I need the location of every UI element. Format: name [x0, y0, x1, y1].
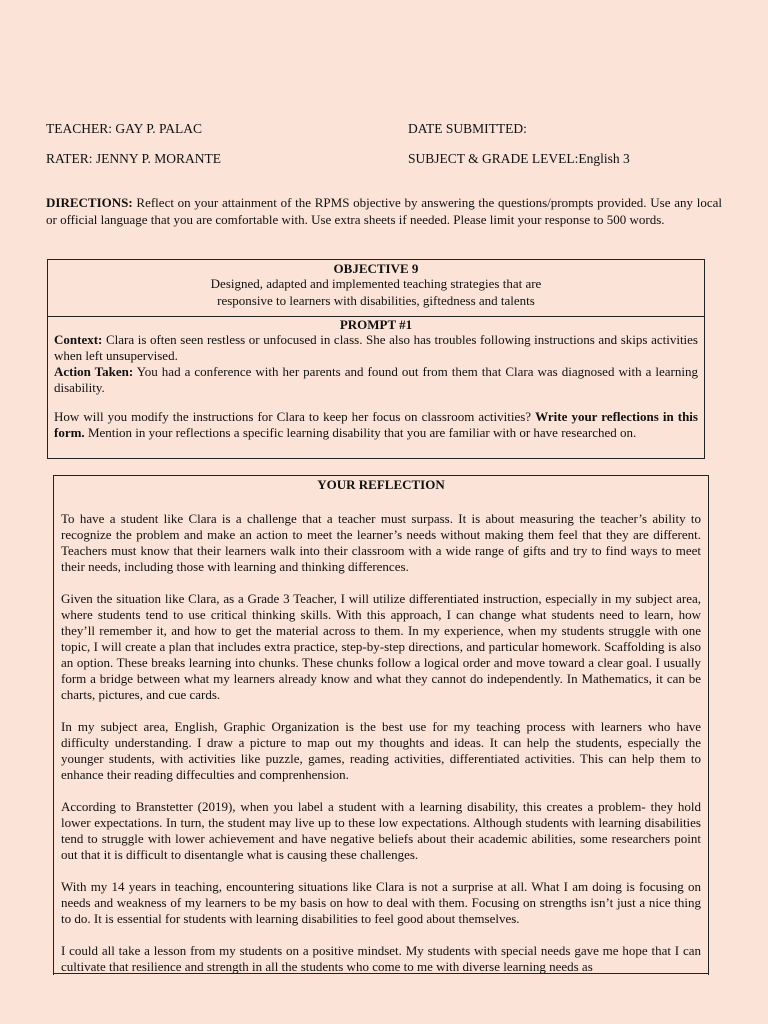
- reflection-paragraph: Given the situation like Clara, as a Grade 3 Teacher, I will utilize differentiated instruction, especially in my subject area, where students tend to use critical thinking skills. With this approach, I can change what students need to learn, how they’ll remember it, and how to get the material across to them. In my experience, when my students struggle with one topic, I will create a plan that includes extra practice, step-by-step directions, and particular homework. Scaffolding is also an option. These breaks learning into chunks. These chunks follow a logical order and move toward a clear goal. I usually form a bridge between what my learners already know and what they cannot do independently. In Mathematics, it can be charts, pictures, and cue cards.: [61, 591, 701, 702]
- reflection-title: YOUR REFLECTION: [317, 477, 445, 492]
- reflection-paragraph: According to Branstetter (2019), when you label a student with a learning disability, this creates a problem- they hold lower expectations. In turn, the student may live up to these low expectations. Although students with learning disabilities tend to struggle with lower achievement and have negative beliefs about their academic abilities, some researchers point out that it is difficult to disentangle what is causing these challenges.: [61, 799, 701, 862]
- objective-box: [47, 259, 705, 459]
- objective-header: [48, 260, 704, 317]
- question-bold: Write your reflections in this form.: [54, 409, 698, 440]
- directions-label: DIRECTIONS:: [46, 195, 133, 210]
- context-text: Clara is often seen restless or unfocused in class. She also has troubles following instructions and skips activities when left unsupervised.: [54, 332, 698, 363]
- reflection-box-bottom-border: [53, 973, 709, 974]
- objective-line-2: responsive to learners with disabilities, giftedness and talents: [217, 292, 535, 308]
- prompt-title: PROMPT #1: [339, 317, 413, 332]
- context-label: Context:: [54, 332, 103, 347]
- action-text: You had a conference with her parents and found out from them that Clara was diagnosed with a learning disability.: [54, 364, 698, 395]
- prompt-context: [54, 332, 698, 364]
- objective-line-1: Designed, adapted and implemented teaching strategies that are: [210, 276, 542, 291]
- directions: [46, 195, 722, 228]
- reflection-paragraph: In my subject area, English, Graphic Organization is the best use for my teaching process with learners who have difficulty understanding. I draw a picture to map out my thoughts and ideas. It can help the students, especially the younger students, with activities like puzzle, games, reading activities, differentiated activities. This can help them to enhance their reading diffeculties and comprenhension.: [61, 719, 701, 782]
- prompt-question: [54, 409, 698, 441]
- rater-field: RATER: JENNY P. MORANTE: [46, 151, 222, 166]
- action-label: Action Taken:: [54, 364, 134, 379]
- reflection-paragraph: I could all take a lesson from my students on a positive mindset. My students with special needs gave me hope that I can cultivate that resilience and strength in all the students who come to me with diverse learning needs as: [61, 943, 701, 974]
- header-row-teacher: [46, 121, 726, 137]
- reflection-paragraph: With my 14 years in teaching, encountering situations like Clara is not a surprise at all. What I am doing is focusing on needs and weakness of my learners to be my basis on how to deal with them. Focusing on strengths isn’t just a nice thing to do. It is essential for students with learning disabilities to feel good about themselves.: [61, 879, 701, 926]
- header-row-rater: [46, 151, 726, 167]
- question-text: How will you modify the instructions for Clara to keep her focus on classroom activities?: [54, 409, 536, 424]
- teacher-field: TEACHER: GAY P. PALAC: [46, 121, 203, 136]
- subject-grade-field: SUBJECT & GRADE LEVEL:English 3: [408, 151, 630, 166]
- prompt-action: [54, 364, 698, 396]
- directions-text: Reflect on your attainment of the RPMS objective by answering the questions/prompts provided. Use any local or official language that you are comfortable with. Use extra sheets if needed. Please limit your response to 500 words.: [46, 195, 722, 227]
- reflection-paragraph: To have a student like Clara is a challenge that a teacher must surpass. It is about measuring the teacher’s ability to recognize the problem and make an action to meet the learner’s needs without making them feel that they are different. Teachers must know that their learners walk into their classroom with a wide range of gifts and try to find ways to meet their needs, including those with learning and thinking differences.: [61, 511, 701, 574]
- question-tail: Mention in your reflections a specific learning disability that you are familiar with or have researched on.: [84, 425, 637, 440]
- reflection-box: [53, 475, 709, 975]
- date-submitted-field: DATE SUBMITTED:: [408, 121, 527, 136]
- prompt-section: [48, 317, 704, 441]
- objective-title: OBJECTIVE 9: [333, 261, 419, 276]
